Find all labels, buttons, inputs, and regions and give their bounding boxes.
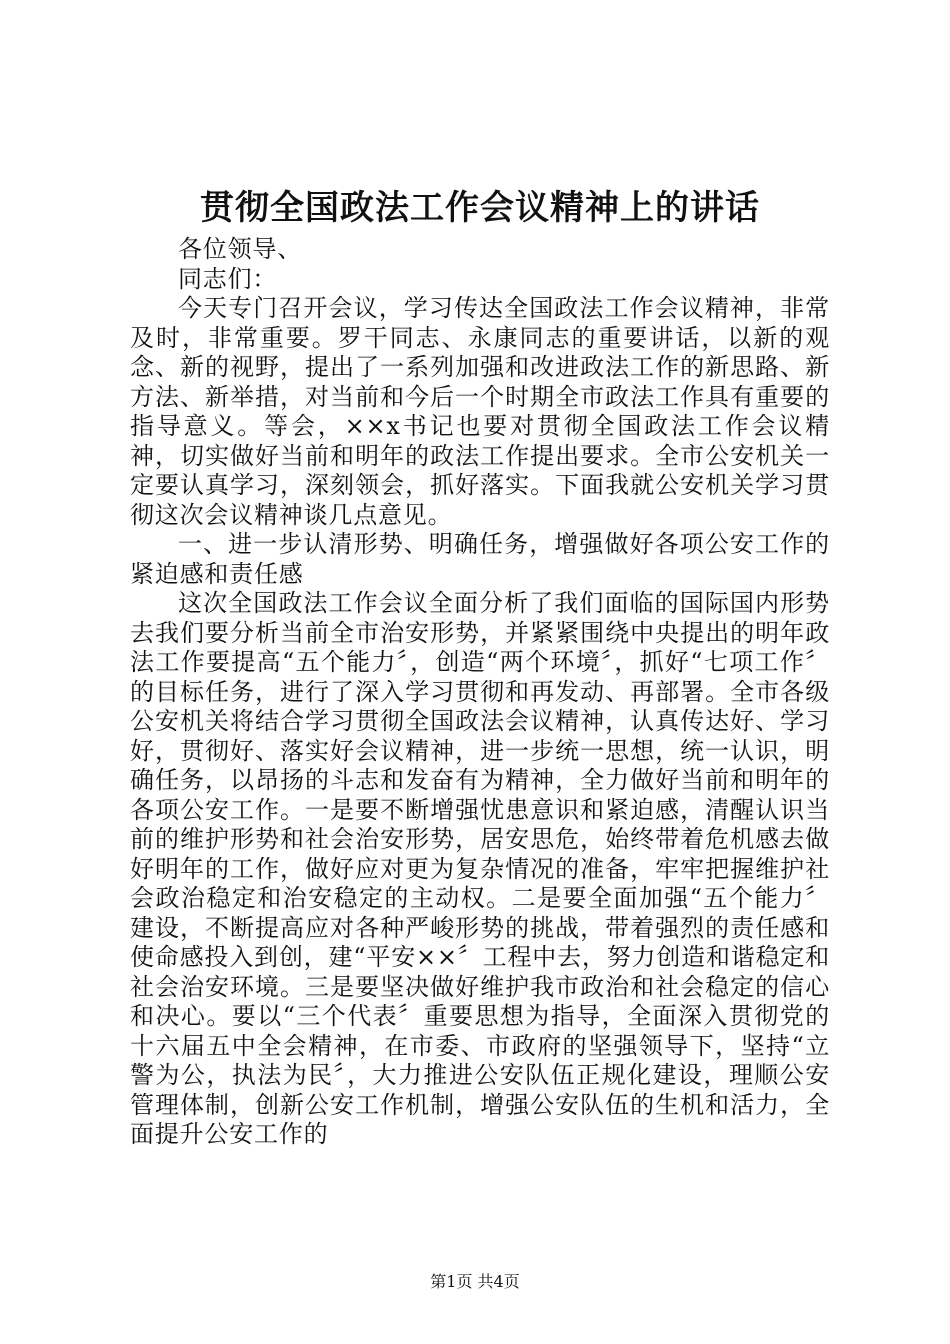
section-heading-1: 一、进一步认清形势、明确任务，增强做好各项公安工作的紧迫感和责任感 xyxy=(130,530,830,588)
paragraph-section-1: 这次全国政法工作会议全面分析了我们面临的国际国内形势去我们要分析当前全市治安形势，并紧紧围绕中央提出的明年政法工作要提高“五个能力〞，创造“两个环境〞，抓好“七项工作〞的目标任务，进行了深入学习贯彻和再发动、再部署。全市各级公安机关将结合学习贯彻全国政法会议精神，认真传达好、学习好，贯彻好、落实好会议精神，进一步统一思想，统一认识，明确任务，以昂扬的斗志和发奋有为精神，全力做好当前和明年的各项公安工作。一是要不断增强忧患意识和紧迫感，清醒认识当前的维护形势和社会治安形势，居安思危，始终带着危机感去做好明年的工作，做好应对更为复杂情况的准备，牢牢把握维护社会政治稳定和治安稳定的主动权。二是要全面加强“五个能力〞建设，不断提高应对各种严峻形势的挑战，带着强烈的责任感和使命感投入到创，建“平安××〞工程中去，努力创造和谐稳定和社会治安环境。三是要坚决做好维护我市政治和社会稳定的信心和决心。要以“三个代表〞重要思想为指导，全面深入贯彻党的十六届五中全会精神，在市委、市政府的坚强领导下，坚持“立警为公，执法为民〞，大力推进公安队伍正规化建设，理顺公安管理体制，创新公安工作机制，增强公安队伍的生机和活力，全面提升公安工作的 xyxy=(130,589,830,1148)
document-body xyxy=(130,235,830,1150)
document-title: 贯彻全国政法工作会议精神上的讲话 xyxy=(200,188,760,228)
page-footer: 第1页 共4页 xyxy=(430,1272,520,1291)
greeting-line-2: 同志们： xyxy=(178,264,278,293)
paragraph-intro: 今天专门召开会议，学习传达全国政法工作会议精神，非常及时，非常重要。罗干同志、永康同志的重要讲话，以新的观念、新的视野，提出了一系列加强和改进政法工作的新思路、新方法、新举措，对当前和今后一个时期全市政法工作具有重要的指导意义。等会，××x书记也要对贯彻全国政法工作会议精神，切实做好当前和明年的政法工作提出要求。全市公安机关一定要认真学习，深刻领会，抓好落实。下面我就公安机关学习贯彻这次会议精神谈几点意见。 xyxy=(130,294,830,529)
greeting-line-1: 各位领导、 xyxy=(178,235,302,263)
